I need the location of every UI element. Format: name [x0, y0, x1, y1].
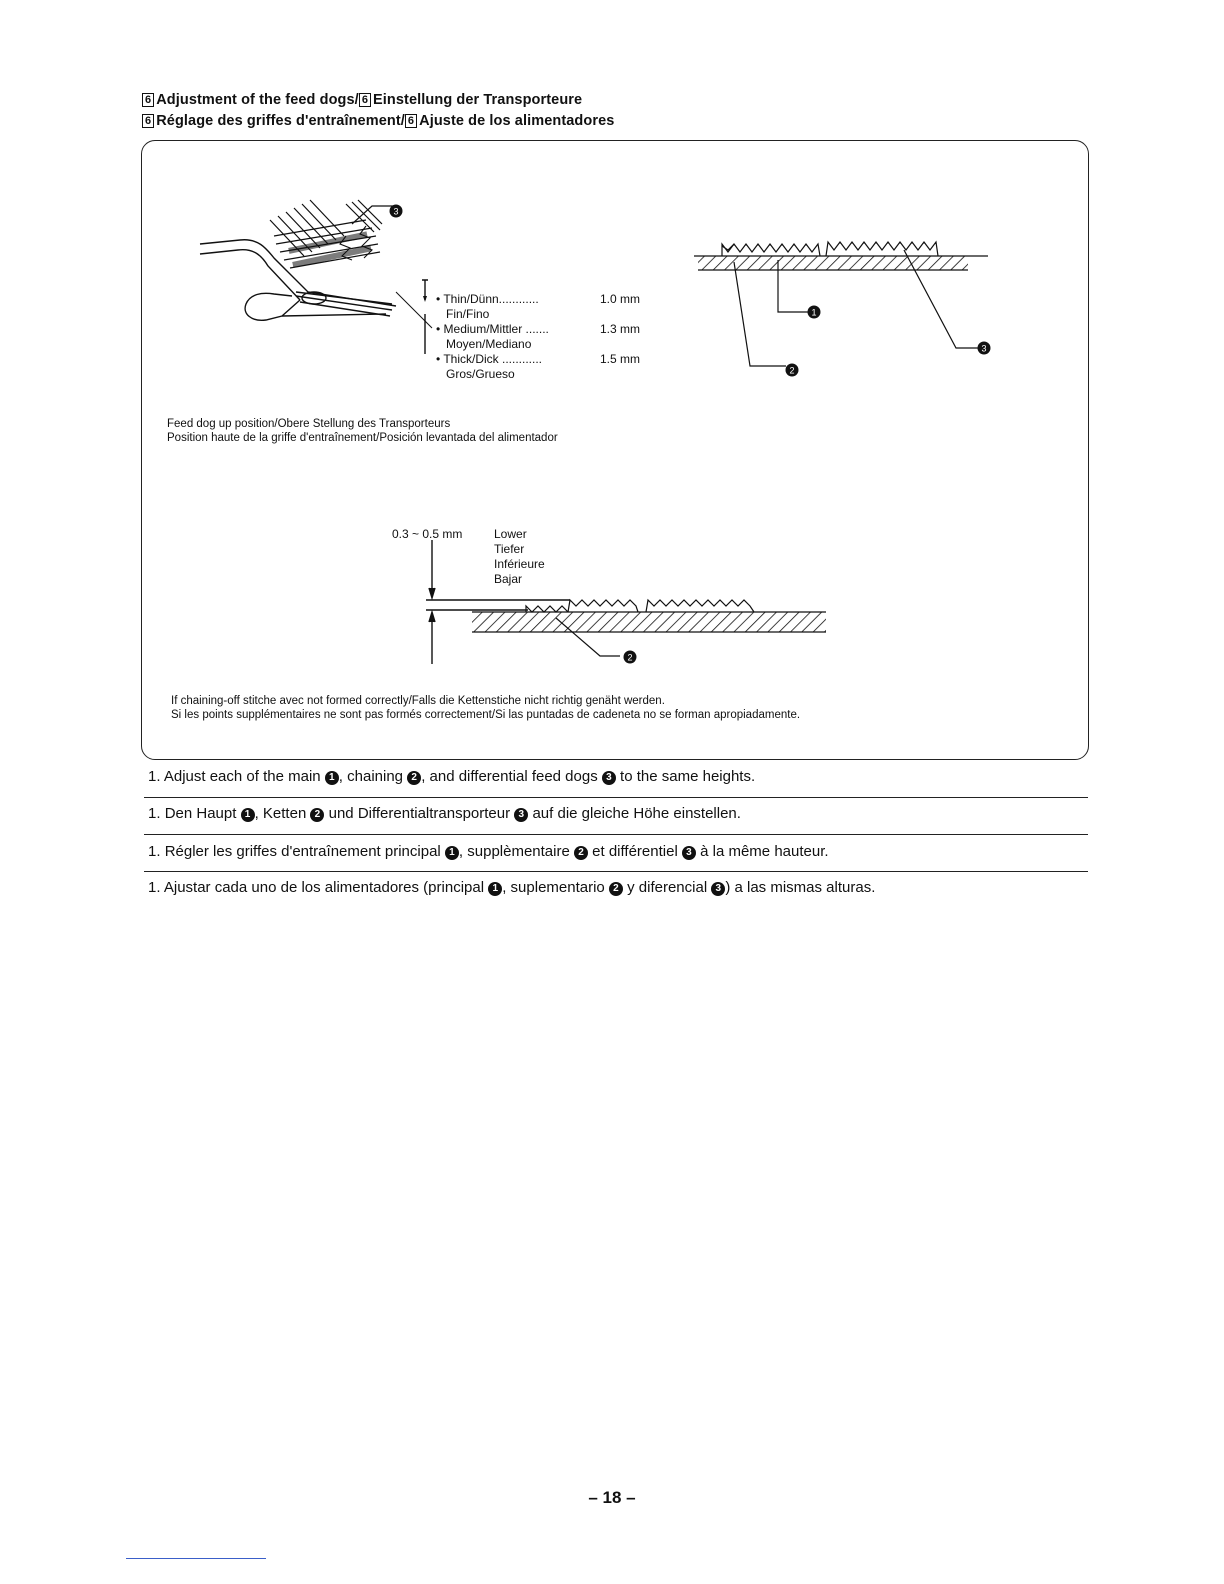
spec-thick-value: 1.5 mm [600, 352, 641, 366]
section-title-line-2 [142, 113, 614, 129]
title-fr: Réglage des griffes d'entraînement/ [156, 113, 405, 129]
title-en: Adjustment of the feed dogs/ [156, 92, 359, 108]
callout-3-label: 3 [981, 343, 987, 354]
caption-bottom-line-1: If chaining-off stitche avec not formed correctly/Falls die Kettenstiche nicht richtig genäht werden. [171, 695, 665, 707]
circled-2-icon: 2 [609, 882, 623, 896]
measure-label: 0.3 ~ 0.5 mm [392, 527, 463, 541]
instruction-es: 1. Ajustar cada uno de los alimentadores (principal 1 , suplementario 2 y diferencial 3 ) a las mismas alturas. [148, 879, 876, 896]
caption-top-line-1: Feed dog up position/Obere Stellung des Transporteurs [167, 418, 451, 430]
circled-1-icon: 1 [445, 846, 459, 860]
callout-2-label: 2 [627, 652, 633, 663]
spec-medium-value: 1.3 mm [600, 322, 641, 336]
instruction-de: 1. Den Haupt 1 , Ketten 2 und Differentialtransporteur 3 auf die gleiche Höhe einstellen. [148, 805, 741, 822]
section-number-box: 6 [142, 114, 154, 128]
instruction-fr: 1. Régler les griffes d'entraînement principal 1 , supplèmentaire 2 et différentiel 3 à la même hauteur. [148, 843, 829, 860]
circled-3-icon: 3 [514, 808, 528, 822]
circled-2-icon: 2 [310, 808, 324, 822]
footer-rule [126, 1558, 266, 1559]
section-number-box: 6 [142, 93, 154, 107]
title-de: Einstellung der Transporteure [373, 92, 583, 108]
circled-3-icon: 3 [711, 882, 725, 896]
chaining-feed-dog-view [420, 538, 840, 668]
circled-1-icon: 1 [325, 771, 339, 785]
circled-1-icon: 1 [488, 882, 502, 896]
feed-dog-side-view [694, 232, 994, 382]
instruction-en: 1. Adjust each of the main 1 , chaining 2 , and differential feed dogs 3 to the same heights. [148, 768, 756, 785]
divider [144, 871, 1088, 872]
circled-2-icon: 2 [574, 846, 588, 860]
divider [144, 797, 1088, 798]
section-title-line-1 [142, 92, 582, 108]
feed-dog-illustration [196, 196, 446, 366]
page-number: – 18 – [588, 1488, 636, 1507]
spec-medium: • Medium/Mittler ....... [436, 322, 549, 336]
callout-1-label: 1 [811, 307, 817, 318]
callout-3-label: 3 [393, 206, 399, 217]
circled-2-icon: 2 [407, 771, 421, 785]
title-es: Ajuste de los alimentadores [419, 113, 615, 129]
section-number-box: 6 [405, 114, 417, 128]
caption-bottom-line-2: Si les points supplémentaires ne sont pas formés correctement/Si las puntadas de cadeneta no se forman apropiadamente. [171, 709, 801, 721]
section-number-box: 6 [359, 93, 371, 107]
spec-thick: • Thick/Dick ............ [436, 352, 542, 366]
divider [144, 834, 1088, 835]
circled-3-icon: 3 [602, 771, 616, 785]
spec-thin-sub: Fin/Fino [446, 307, 490, 321]
spec-thin: • Thin/Dünn............ [436, 292, 539, 306]
circled-1-icon: 1 [241, 808, 255, 822]
caption-top-line-2: Position haute de la griffe d'entraînement/Posición levantada del alimentador [167, 432, 558, 444]
circled-3-icon: 3 [682, 846, 696, 860]
lower-label-es: Bajar [494, 572, 523, 586]
lower-label-de: Tiefer [494, 542, 525, 556]
callout-2-label: 2 [789, 365, 795, 376]
spec-thin-value: 1.0 mm [600, 292, 641, 306]
lower-label-en: Lower [494, 527, 527, 541]
lower-label-fr: Inférieure [494, 557, 545, 571]
spec-medium-sub: Moyen/Mediano [446, 337, 532, 351]
spec-thick-sub: Gros/Grueso [446, 367, 515, 381]
